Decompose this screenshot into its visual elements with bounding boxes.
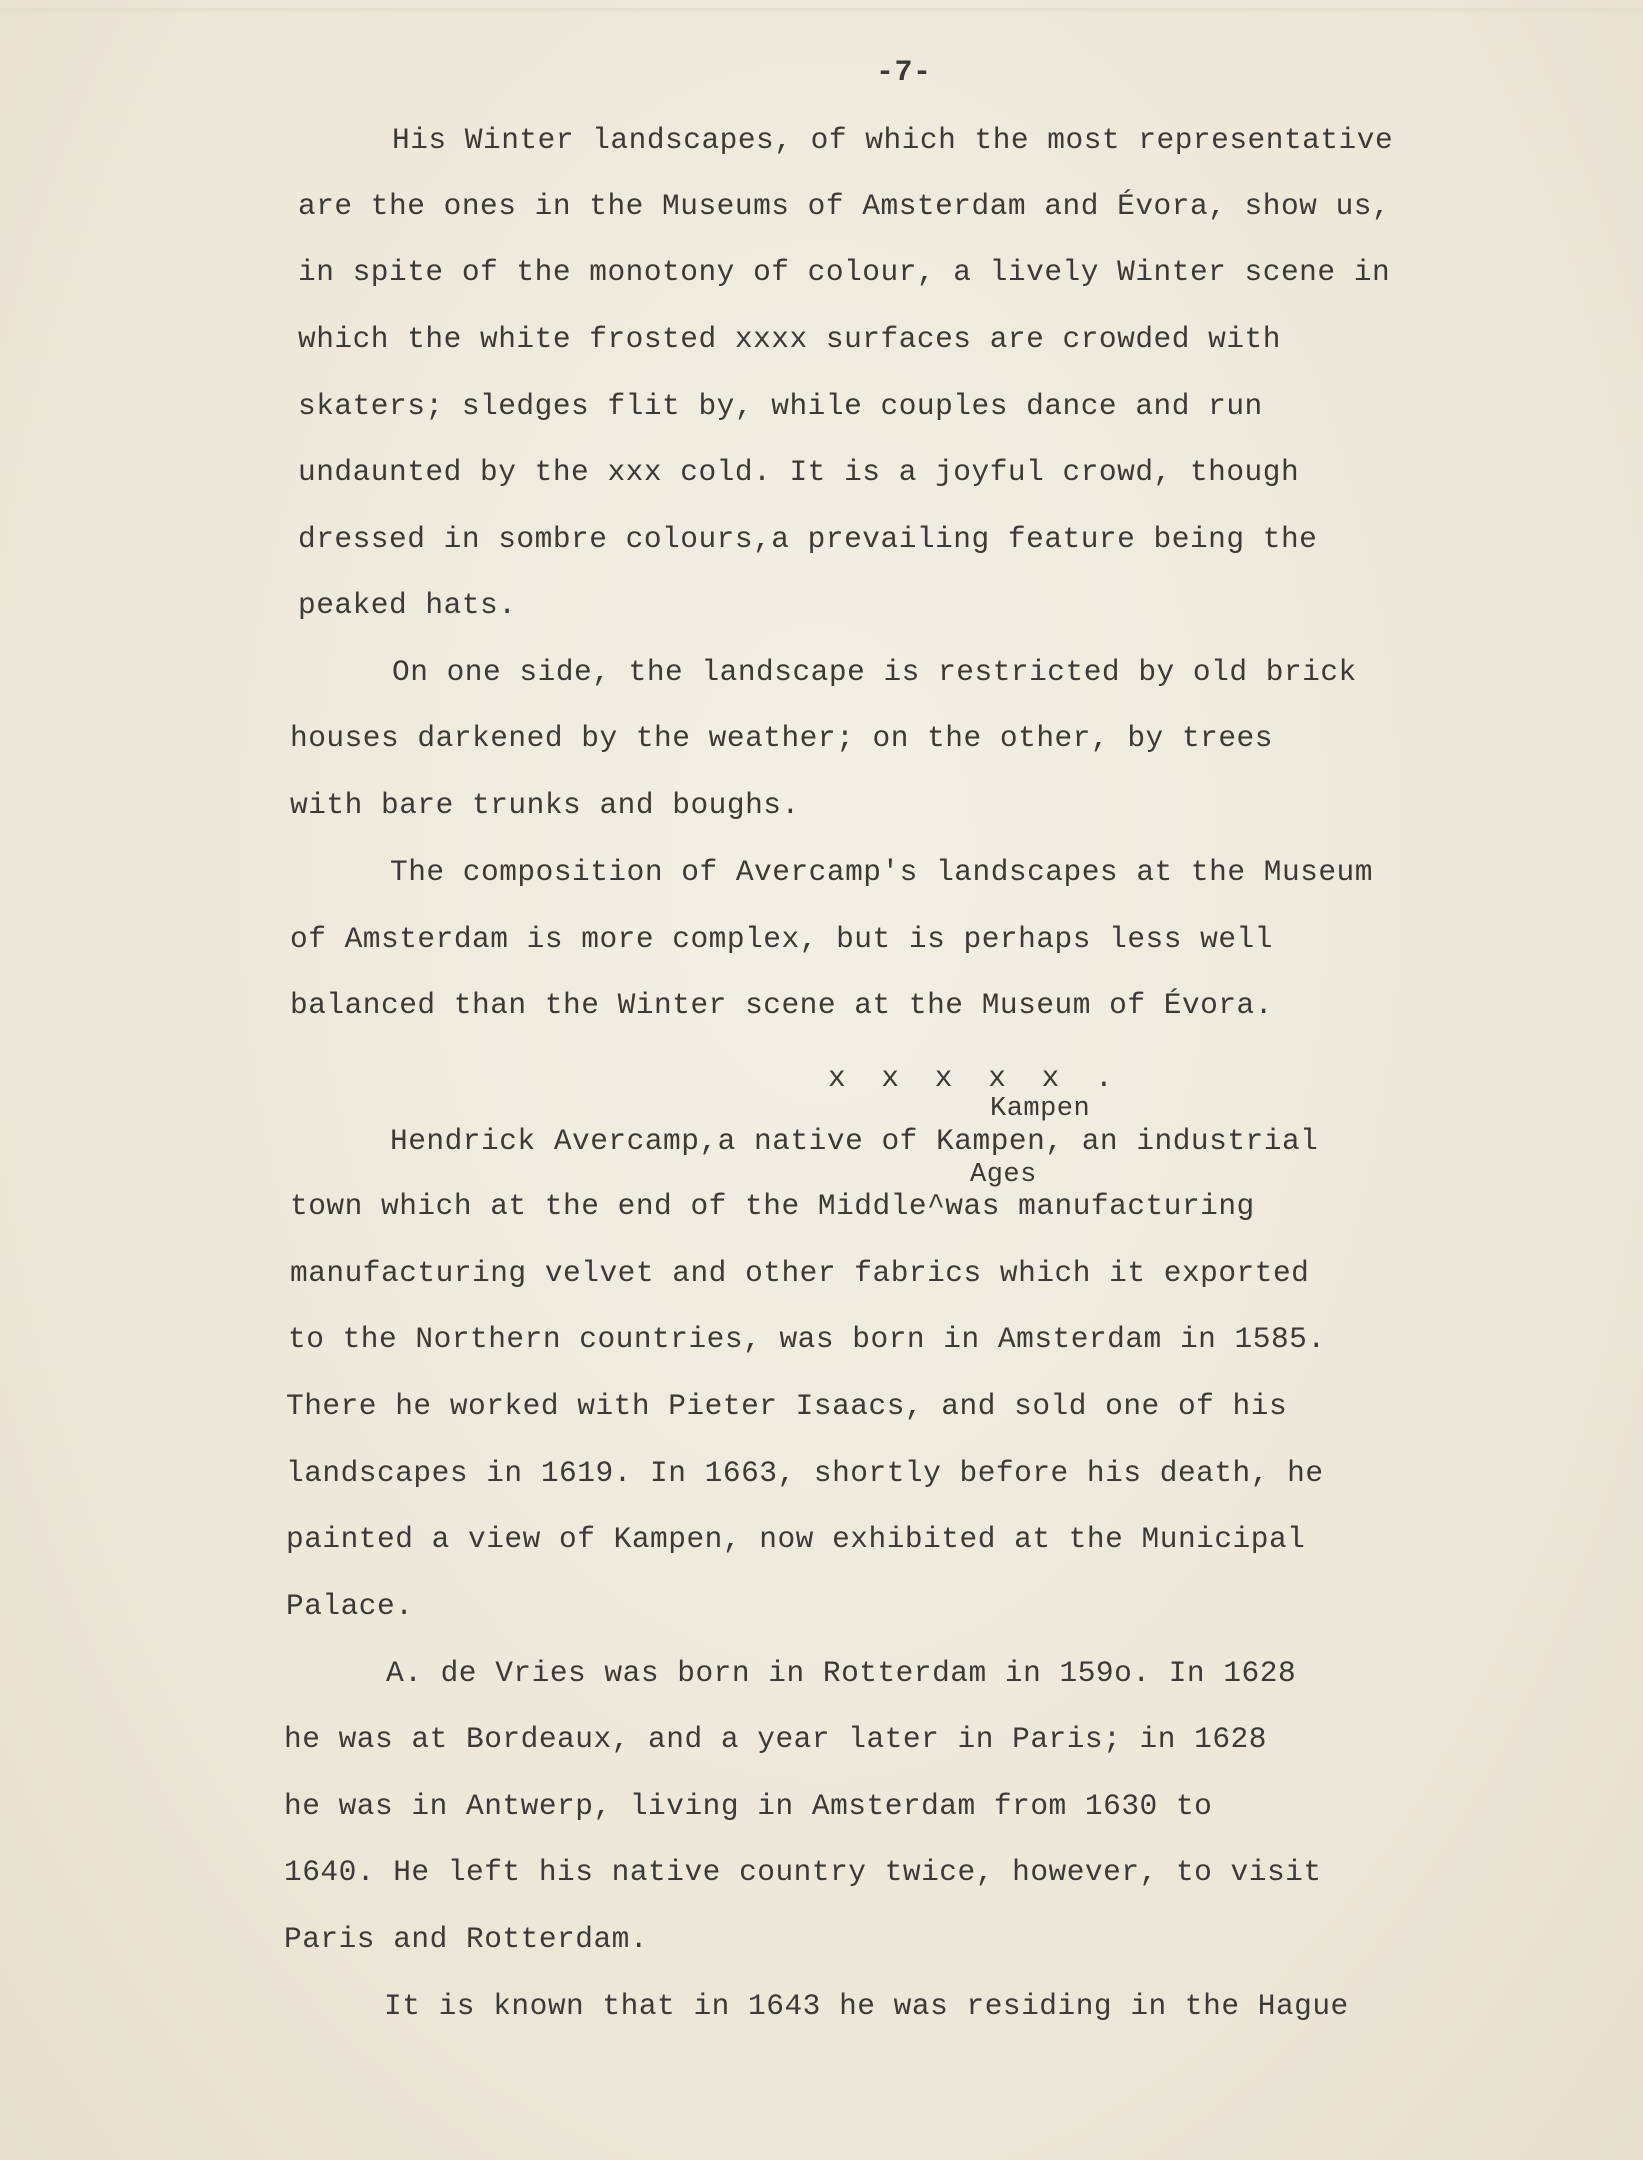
text-line-4: which the white frosted xxxx surfaces are crowded with — [298, 322, 1281, 356]
text-line-10: houses darkened by the weather; on the other, by trees — [290, 721, 1273, 755]
text-line-16: town which at the end of the Middle^was manufacturing — [290, 1189, 1255, 1223]
text-line-14: balanced than the Winter scene at the Museum of Évora. — [290, 988, 1273, 1022]
text-line-27: Paris and Rotterdam. — [284, 1922, 649, 1956]
text-line-2: are the ones in the Museums of Amsterdam and Évora, show us, — [298, 189, 1391, 223]
text-line-21: painted a view of Kampen, now exhibited at the Municipal — [286, 1522, 1306, 1556]
text-line-13: of Amsterdam is more complex, but is perhaps less well — [290, 922, 1273, 956]
text-line-23: A. de Vries was born in Rotterdam in 159o. In 1628 — [386, 1656, 1297, 1690]
text-line-7: dressed in sombre colours,a prevailing feature being the — [298, 522, 1318, 556]
text-line-8: peaked hats. — [298, 588, 517, 622]
paper-fold — [0, 8, 1643, 14]
text-line-1: His Winter landscapes, of which the most representative — [392, 123, 1394, 157]
text-line-5: skaters; sledges flit by, while couples dance and run — [298, 389, 1263, 423]
text-line-18: to the Northern countries, was born in Amsterdam in 1585. — [288, 1322, 1326, 1356]
text-line-12: The composition of Avercamp's landscapes at the Museum — [390, 855, 1373, 889]
text-line-11: with bare trunks and boughs. — [290, 788, 800, 822]
text-line-19: There he worked with Pieter Isaacs, and sold one of his — [286, 1389, 1288, 1423]
text-line-17: manufacturing velvet and other fabrics which it exported — [290, 1256, 1310, 1290]
text-line-6: undaunted by the xxx cold. It is a joyful crowd, though — [298, 455, 1300, 489]
text-line-9: On one side, the landscape is restricted by old brick — [392, 655, 1357, 689]
text-line-15: Hendrick Avercamp,a native of Kampen, an industrial — [390, 1124, 1319, 1158]
section-separator: x x x x x . — [828, 1061, 1122, 1095]
text-line-25: he was in Antwerp, living in Amsterdam from 1630 to — [284, 1789, 1213, 1823]
page-number: -7- — [876, 56, 932, 90]
text-line-24: he was at Bordeaux, and a year later in Paris; in 1628 — [284, 1722, 1267, 1756]
text-line-26: 1640. He left his native country twice, however, to visit — [284, 1855, 1322, 1889]
handwritten-insertion-kampen: Kampen — [990, 1094, 1091, 1124]
text-line-3: in spite of the monotony of colour, a lively Winter scene in — [298, 255, 1391, 289]
text-line-28: It is known that in 1643 he was residing in the Hague — [384, 1989, 1349, 2023]
text-line-20: landscapes in 1619. In 1663, shortly before his death, he — [286, 1456, 1324, 1490]
text-line-22: Palace. — [286, 1589, 414, 1623]
handwritten-insertion-ages: Ages — [970, 1160, 1037, 1190]
